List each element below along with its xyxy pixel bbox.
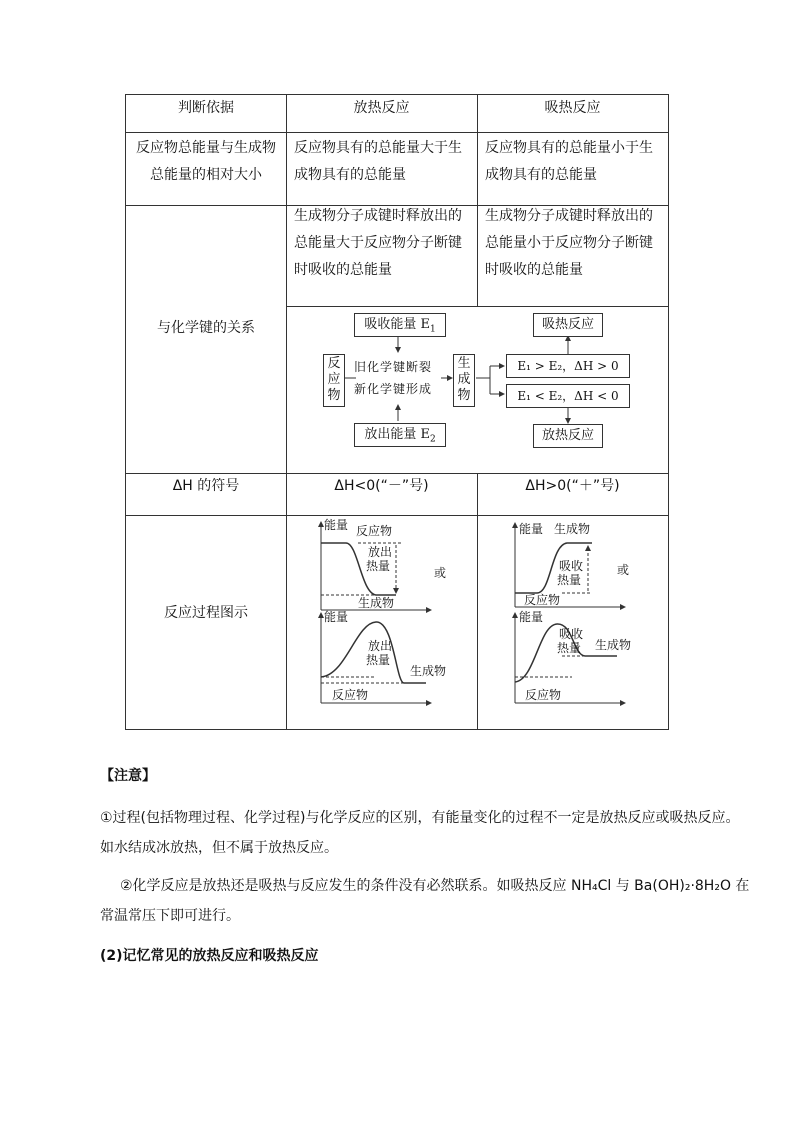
exo-bottom-reactant-label: 反应物 [332,688,369,702]
endo-top-absorb-label-1: 吸收 [559,559,584,573]
condition-exothermic-box: E₁ < E₂，ΔH < 0 [506,384,630,408]
exo-top-release-label-1: 放出 [368,545,393,559]
note-2-line-1: ②化学反应是放热还是吸热与反应发生的条件没有必然联系。如吸热反应 NH₄Cl 与 Ba(OH)₂·8H₂O 在 [120,878,750,894]
bond-energy-flow-diagram [286,306,668,473]
endo-bottom-absorb-label-2: 热量 [557,641,582,655]
row1-exothermic: 反应物具有的总能量大于生 成物具有的总能量 [294,140,462,183]
exothermic-energy-graphs [286,515,477,729]
exothermic-result-box: 放热反应 [533,424,603,448]
row2-endothermic: 生成物分子成键时释放出的 总能量小于反应物分子断键 时吸收的总能量 [485,208,653,278]
exo-top-reactant-label: 反应物 [356,524,393,538]
note-1-line-1: ①过程(包括物理过程、化学过程)与化学反应的区别，有能量变化的过程不一定是放热反应或吸热反应。 [100,810,740,826]
endo-bottom-energy-label: 能量 [519,610,544,624]
row1-basis: 反应物总能量与生成物 总能量的相对大小 [136,140,276,183]
header-basis: 判断依据 [178,100,234,116]
exo-bottom-energy-label: 能量 [324,610,349,624]
row2-basis: 与化学键的关系 [157,320,255,336]
row4-basis: 反应过程图示 [164,605,248,621]
endo-top-absorb-label-2: 热量 [557,573,582,587]
endo-bottom-reactant-label: 反应物 [525,688,562,702]
bond-process-text: 旧化学键断裂 新化学键形成 [354,360,433,396]
endothermic-energy-graphs [477,515,668,729]
row3-exothermic: ΔH<0(“－”号) [334,478,429,494]
note-1-line-2: 如水结成冰放热，但不属于放热反应。 [100,840,338,856]
header-exothermic: 放热反应 [353,100,410,116]
absorb-energy-box: 吸收能量 $E_1$ [354,313,446,337]
note-2-line-2: 常温常压下即可进行。 [100,908,240,924]
endo-top-product-label: 生成物 [554,522,591,536]
row3-basis: ΔH 的符号 [172,478,240,494]
endo-top-energy-label: 能量 [519,522,544,536]
header-endothermic: 吸热反应 [544,100,601,116]
endothermic-result-box: 吸热反应 [533,313,603,337]
row3-endothermic: ΔH>0(“＋”号) [525,478,620,494]
release-energy-box: 放出能量 $E_2$ [354,423,446,447]
exo-or-label: 或 [434,566,447,580]
endo-bottom-product-label: 生成物 [595,638,632,652]
endo-top-reactant-label: 反应物 [524,593,561,607]
comparison-table [125,94,669,730]
exo-top-product-label: 生成物 [358,596,395,610]
product-box: 生 成 物 [453,354,475,407]
exo-bottom-product-label: 生成物 [410,664,447,678]
section-heading: (2)记忆常见的放热反应和吸热反应 [100,948,319,964]
endo-or-label: 或 [617,563,630,577]
exo-bottom-release-label-1: 放出 [368,639,393,653]
row2-exothermic: 生成物分子成键时释放出的 总能量大于反应物分子断键 时吸收的总能量 [294,208,462,278]
exo-bottom-release-label-2: 热量 [366,653,391,667]
exo-top-release-label-2: 热量 [366,559,391,573]
endo-bottom-absorb-label-1: 吸收 [559,627,584,641]
row1-endothermic: 反应物具有的总能量小于生 成物具有的总能量 [485,140,653,183]
notes-heading: 【注意】 [100,768,156,784]
condition-endothermic-box: E₁ > E₂，ΔH > 0 [506,354,630,378]
exo-top-energy-label: 能量 [324,518,349,532]
reactant-box: 反 应 物 [323,354,345,407]
